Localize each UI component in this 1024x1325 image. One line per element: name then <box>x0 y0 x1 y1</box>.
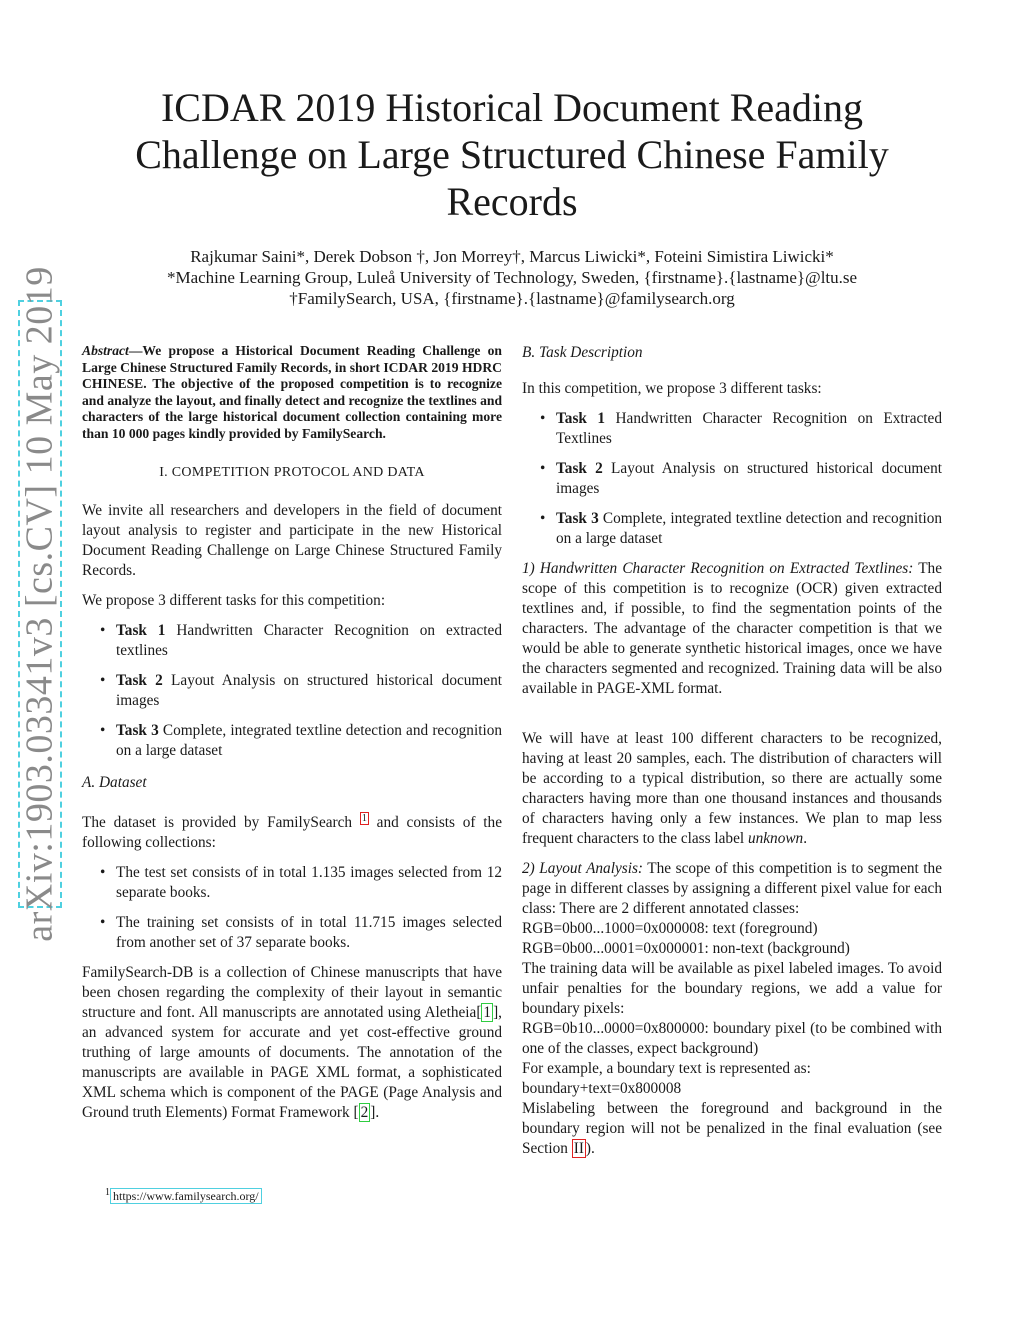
paper-title <box>100 84 924 225</box>
abstract-label: Abstract <box>82 343 129 358</box>
abstract <box>82 343 502 443</box>
author-affiliation-1: *Machine Learning Group, Luleå University of Technology, Sweden, {firstname}.{lastname}@ltu.se <box>166 268 858 287</box>
section-heading-competition: I. COMPETITION PROTOCOL AND DATA <box>159 464 425 480</box>
footnote-link[interactable]: 1 <box>361 812 367 824</box>
list-item: • The test set consists of in total 1.135 images selected from 12 separate books. <box>100 863 502 901</box>
layout-analysis-paragraph: 2) Layout Analysis: The scope of this competition is to segment the page in different classes by assigning a different pixel value for each class: There are 2 different annotated classes: <box>522 860 942 917</box>
citation-link[interactable]: 1 <box>483 1003 492 1021</box>
list-item: • Task 3 Complete, integrated textline detection and recognition on a large dataset <box>540 510 942 547</box>
subsubsection-heading-2: 2) Layout Analysis: <box>522 860 643 877</box>
author-affiliation-2: †FamilySearch, USA, {firstname}.{lastname}@familysearch.org <box>289 289 735 308</box>
familysearch-db-paragraph: FamilySearch-DB is a collection of Chinese manuscripts that have been chosen regarding the complexity of their layout in semantic structure and font. All manuscripts are annotated using Aletheia[ 1 ], an advanced system for accurate and yet cost-effective ground truthing of large amounts of documents. The annotation of the manuscripts are available in PAGE XML format, a sophisticated XML schema which is component of the PAGE (Page Analysis and Ground truth Elements) Format Framework [ 2 ]. <box>82 963 502 1121</box>
characters-paragraph: We will have at least 100 different characters to be recognized, having at least 20 samples, each. The distribution of characters will be according to a typical distribution, so there are actually some characters having more than one thousand instances and thousands of characters having only a few instances. We plan to map less frequent characters to the class label unknown. <box>522 730 942 847</box>
task-intro: In this competition, we propose 3 different tasks: <box>522 380 822 397</box>
list-item: • Task 2 Layout Analysis on structured historical document images <box>540 460 942 497</box>
subsubsection-heading-1: 1) Handwritten Character Recognition on Extracted Textlines: <box>522 560 914 577</box>
title-line-3: Records <box>446 179 578 224</box>
footnote <box>105 1187 262 1204</box>
mislabel-paragraph: Mislabeling between the foreground and background in the boundary region will not be penalized in the final evaluation (see Section II ). <box>522 1100 942 1157</box>
collection-list <box>82 863 502 953</box>
rgb-text: RGB=0b00...1000=0x000008: text (foreground) <box>522 920 818 937</box>
section-link[interactable]: II <box>573 1140 584 1157</box>
character-recognition-paragraph: 1) Handwritten Character Recognition on Extracted Textlines: The scope of this competition is to recognize (OCR) given extracted textlines and, if possible, to find the segmentation points of the characters. The advantage of the character competition is that we would be able to generate synthetic historical images, once we have the characters segmented and recognized. Training data will be also available in PAGE-XML format. <box>522 560 942 697</box>
rgb-boundary: RGB=0b10...0000=0x800000: boundary pixel (to be combined with one of the classes, expect background) <box>522 1020 942 1057</box>
title-line-2: Challenge on Large Structured Chinese Family <box>135 132 889 177</box>
citation-link[interactable]: 2 <box>360 1103 369 1121</box>
boundary-value: boundary+text=0x800008 <box>522 1080 682 1097</box>
author-names: Rajkumar Saini*, Derek Dobson †, Jon Morrey†, Marcus Liwicki*, Foteini Simistira Liwicki* <box>190 247 834 266</box>
list-item: • Task 1 Handwritten Character Recognition on extracted textlines <box>100 621 502 659</box>
rgb-nontext: RGB=0b00...0001=0x000001: non-text (background) <box>522 940 850 957</box>
training-data-text: The training data will be available as pixel labeled images. To avoid unfair penalties for the boundary regions, we add a value for boundary pixels: <box>522 960 942 1017</box>
intro-paragraph: We invite all researchers and developers in the field of document layout analysis to register and participate in the new Historical Document Reading Challenge on Large Chinese Structured Family Records. <box>82 501 502 579</box>
abstract-text: —We propose a Historical Document Reading Challenge on Large Chinese Structured Family Records, in short ICDAR 2019 HDRC CHINESE. The objective of the proposed competition is to recognize and analyze the layout, and finally detect and recognize the textlines and characters of the large historical document collection containing more than 10 000 pages kindly provided by FamilySearch. <box>82 343 502 441</box>
task-list-left <box>82 621 502 761</box>
left-column <box>82 343 502 1133</box>
list-item: • Task 1 Handwritten Character Recognition on Extracted Textlines <box>540 410 942 447</box>
footnote-url-link[interactable]: https://www.familysearch.org/ <box>110 1188 262 1204</box>
arxiv-stamp <box>18 266 62 942</box>
list-item: • Task 2 Layout Analysis on structured historical document images <box>100 671 502 709</box>
tasks-intro: We propose 3 different tasks for this competition: <box>82 591 386 609</box>
arxiv-id: arXiv:1903.03341v3 [cs.CV] 10 May 2019 <box>19 266 62 942</box>
footnote-number: 1 <box>105 1187 110 1198</box>
task-list-right <box>522 409 942 549</box>
list-item: • The training set consists of in total 11.715 images selected from another set of 37 separate books. <box>100 913 502 951</box>
list-item: • Task 3 Complete, integrated textline detection and recognition on a large dataset <box>100 721 502 759</box>
right-column <box>522 343 942 1159</box>
author-block <box>80 246 944 309</box>
dataset-paragraph: The dataset is provided by FamilySearch $^1$ and consists of the following collections: <box>82 812 502 851</box>
subsection-heading-dataset: A. Dataset <box>82 773 147 791</box>
subsection-heading-task: B. Task Description <box>522 344 643 361</box>
title-line-1: ICDAR 2019 Historical Document Reading <box>160 85 864 130</box>
example-text: For example, a boundary text is represented as: <box>522 1060 811 1077</box>
